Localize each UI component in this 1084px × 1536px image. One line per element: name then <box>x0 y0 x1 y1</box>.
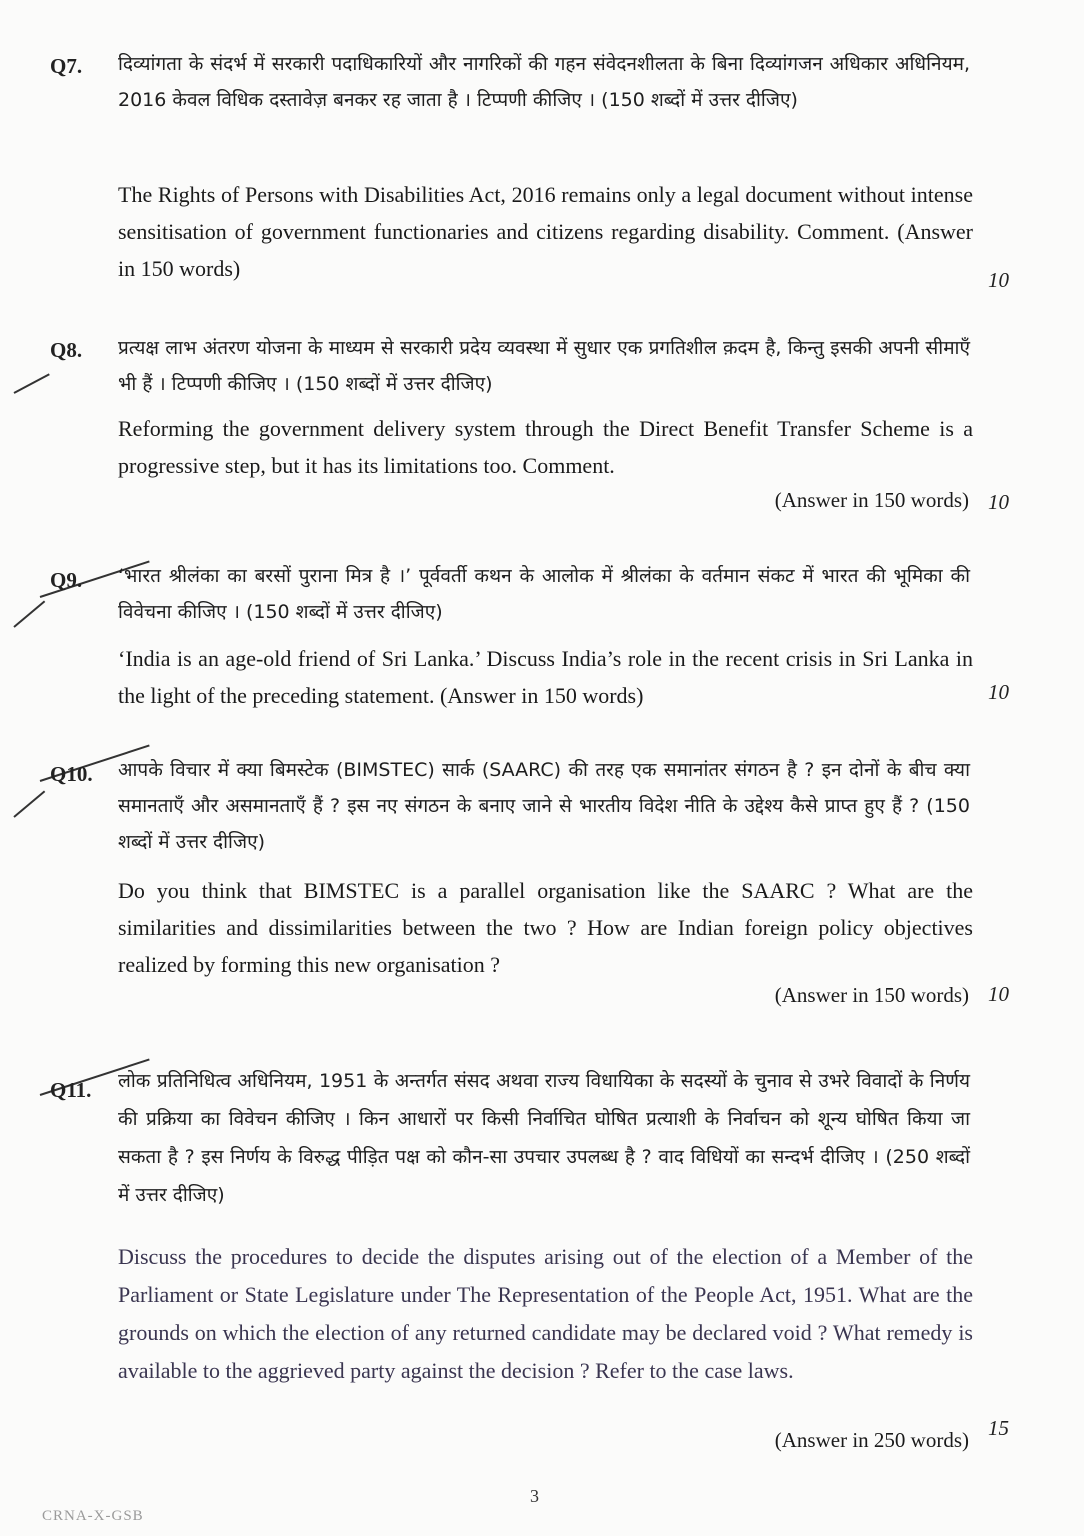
answer-word-limit: (Answer in 250 words) <box>774 1428 969 1452</box>
pen-tick-mark <box>13 601 45 628</box>
pen-tick-mark <box>13 791 45 818</box>
paper-code: CRNA-X-GSB <box>42 1508 144 1524</box>
question-english-text: ‘India is an age-old friend of Sri Lanka.’ Discuss India’s role in the recent crisis in Sri Lanka in the light of the preceding statement. (Answer in 150 words) <box>118 646 973 708</box>
marks: 10 <box>988 490 1009 514</box>
marks: 10 <box>988 982 1009 1006</box>
marks: 15 <box>988 1416 1009 1440</box>
question-hindi-text: दिव्यांगता के संदर्भ में सरकारी पदाधिकारियों और नागरिकों की गहन संवेदनशीलता के बिना दिव्यांगजन अधिकार अधिनियम, 2016 केवल विधिक दस्तावेज़ बनकर रह जाता है । टिप्पणी कीजिए । (150 शब्दों में उत्तर दीजिए) <box>118 53 970 111</box>
answer-word-limit: (Answer in 150 words) <box>774 983 969 1007</box>
question-number: Q7. <box>50 54 83 78</box>
question-hindi-text: प्रत्यक्ष लाभ अंतरण योजना के माध्यम से सरकारी प्रदेय व्यवस्था में सुधार एक प्रगतिशील क़दम है, किन्तु इसकी अपनी सीमाएँ भी हैं । टिप्पणी कीजिए । (150 शब्दों में उत्तर दीजिए) <box>118 337 970 395</box>
question-number: Q9. <box>50 568 83 592</box>
question-number: Q10. <box>50 762 93 786</box>
question-number: Q8. <box>50 338 83 362</box>
answer-word-limit: (Answer in 150 words) <box>774 488 969 512</box>
question-hindi-text: आपके विचार में क्या बिमस्टेक (BIMSTEC) सार्क (SAARC) की तरह एक समानांतर संगठन है ? इन दोनों के बीच क्या समानताएँ और असमानताएँ हैं ? इस नए संगठन के बनाए जाने से भारतीय विदेश नीति के उद्देश्य कैसे प्राप्त हुए हैं ? (150 शब्दों में उत्तर दीजिए) <box>118 759 970 853</box>
pen-tick-mark <box>14 373 50 394</box>
question-hindi-text: ‘भारत श्रीलंका का बरसों पुराना मित्र है ।’ पूर्ववर्ती कथन के आलोक में श्रीलंका के वर्तमान संकट में भारत की भूमिका की विवेचना कीजिए । (150 शब्दों में उत्तर दीजिए) <box>118 565 970 623</box>
question-english-text: Do you think that BIMSTEC is a parallel organisation like the SAARC ? What are the similarities and dissimilarities between the two ? How are Indian foreign policy objectives realized by forming this new organisation ? <box>118 878 973 977</box>
marks: 10 <box>988 680 1009 704</box>
question-english-text: The Rights of Persons with Disabilities Act, 2016 remains only a legal document without intense sensitisation of government functionaries and citizens regarding disability. Comment. (Answer in 150 words) <box>118 182 973 281</box>
question-number: Q11. <box>50 1078 92 1102</box>
question-english-text: Reforming the government delivery system through the Direct Benefit Transfer Scheme is a progressive step, but it has its limitations too. Comment. <box>118 416 973 478</box>
page-number: 3 <box>530 1486 539 1506</box>
question-hindi-text: लोक प्रतिनिधित्व अधिनियम, 1951 के अन्तर्गत संसद अथवा राज्य विधायिका के सदस्यों के चुनाव से उभरे विवादों के निर्णय की प्रक्रिया का विवेचन कीजिए । किन आधारों पर किसी निर्वाचित घोषित प्रत्याशी के निर्वाचन को शून्य घोषित किया जा सकता है ? इस निर्णय के विरुद्ध पीड़ित पक्ष को कौन-सा उपचार उपलब्ध है ? वाद विधियों का सन्दर्भ दीजिए । (250 शब्दों में उत्तर दीजिए) <box>118 1070 970 1206</box>
question-english-text: Discuss the procedures to decide the disputes arising out of the election of a Member of the Parliament or State Legislature under The Representation of the People Act, 1951. What are the grounds on which the election of any returned candidate may be declared void ? What remedy is available to the aggrieved party against the decision ? Refer to the case laws. <box>118 1244 973 1383</box>
marks: 10 <box>988 268 1009 292</box>
